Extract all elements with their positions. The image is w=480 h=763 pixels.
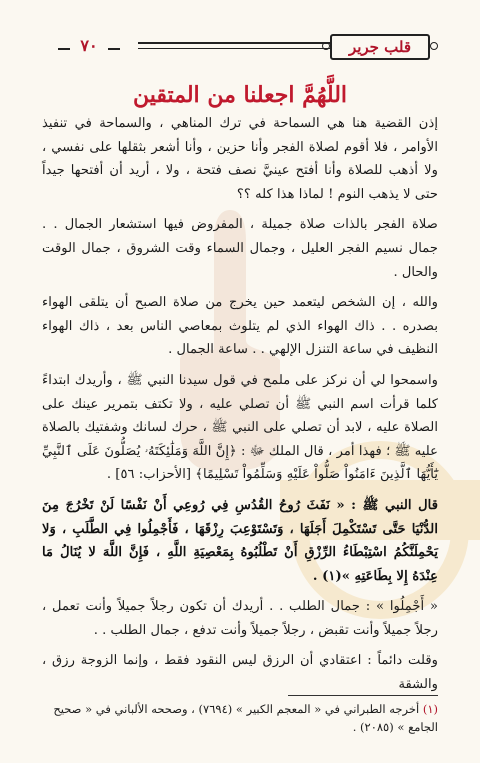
paragraph: صلاة الفجر بالذات صلاة جميلة ، المفروض فيها استشعار الجمال . . جمال نسيم الفجر العليل ، وجمال السماء وقت الشروق ، جمال الوقت والحال . <box>42 217 438 280</box>
footnote-marker: (١) <box>422 702 438 716</box>
page-number: ٧٠ <box>54 34 124 56</box>
footnote <box>42 700 438 736</box>
paragraph: وقلت دائماً : اعتقادي أن الرزق ليس النقود فقط ، وإنما الزوجة رزق ، والشقة <box>42 653 438 693</box>
page-header <box>30 30 450 58</box>
footnote-rule <box>288 695 438 696</box>
hadith-paragraph: قال النبي ﷺ : « نَفَثَ رُوحُ القُدُسِ فِي رُوعِي أَنْ نَفْسًا لَنْ تَخْرُجَ مِنَ الدُّنْيَا حَتَّى تَسْتَكْمِلَ أَجَلَهَا ، وَتَسْتَوْعِبَ رِزْقَهَا ، فَأَجْمِلُوا فِي الطَّلَبِ ، وَلا يَحْمِلَنَّكُمُ اسْتِبْطَاءُ الرِّزْقِ أَنْ تَطْلُبُوهُ بِمَعْصِيَةِ اللَّهِ ، فَإِنَّ اللَّهَ لا يُنَالُ مَا عِنْدَهُ إِلا بِطَاعَتِهِ »(١) . <box>42 497 438 584</box>
paragraph: إذن القضية هنا هي السماحة في ترك المناهي ، والسماحة في تنفيذ الأوامر ، فلا أقوم لصلاة الفجر وأنا حزين ، وأنا أشعر بثقلها على نفسي ، ولا أذهب للصلاة وأنا أفتح عينيَّ نصف فتحة ، ولا ، أريد أن أفتحها جيداً حتى لا يذهب النوم ! لماذا هذا كله ؟؟ <box>42 116 438 202</box>
paragraph: واسمحوا لي أن نركز على ملمح في قول سيدنا النبي ﷺ ، وأريدك ابتداءً كلما قرأت اسم النبي ﷺ أن تصلي عليه ، ولا تكتف بتمرير عينك على الصلاة عليه ، لابد أن تصلي على النبي ﷺ ، حرك لسانك وشفتيك بالصلاة عليه ﷺ ؛ فهذا أمر ، قال الملك ﷻ : ﴿إِنَّ اللَّهَ وَمَلَٰئِكَتَهُۥ يُصَلُّونَ عَلَى ٱلنَّبِيِّ يَٰٓأَيُّهَا ٱلَّذِينَ ءَامَنُواْ صَلُّواْ عَلَيْهِ وَسَلِّمُواْ تَسْلِيمًا﴾ [الأحزاب: ٥٦] . <box>42 372 438 483</box>
footnote-text: أخرجه الطبراني في « المعجم الكبير » (٧٦٩٤) ، وصححه الألباني في « صحيح الجامع » (٢٠٨٥) . <box>53 702 438 734</box>
section-heading: اللَّهُمَّ اجعلنا من المتقين <box>132 82 348 108</box>
body-text <box>42 112 438 704</box>
paragraph: « أَجْمِلُوا » : جمال الطلب . . أريدك أن تكون رجلاً جميلاً وأنت تعمل ، رجلاً جميلاً وأنت تقبض ، رجلاً جميلاً وأنت تدفع ، جمال الطلب . . <box>42 599 438 638</box>
running-title: قلب جرير <box>330 34 430 60</box>
paragraph: والله ، إن الشخص ليتعمد حين يخرج من صلاة الصبح أن يتلقى الهواء بصدره . . ذاك الهواء الذي لم يتلوث بمعاصي الناس بعد ، ذاك الهواء النظيف في ساعة التنزل الإلهي . . ساعة الجمال . <box>42 295 438 358</box>
